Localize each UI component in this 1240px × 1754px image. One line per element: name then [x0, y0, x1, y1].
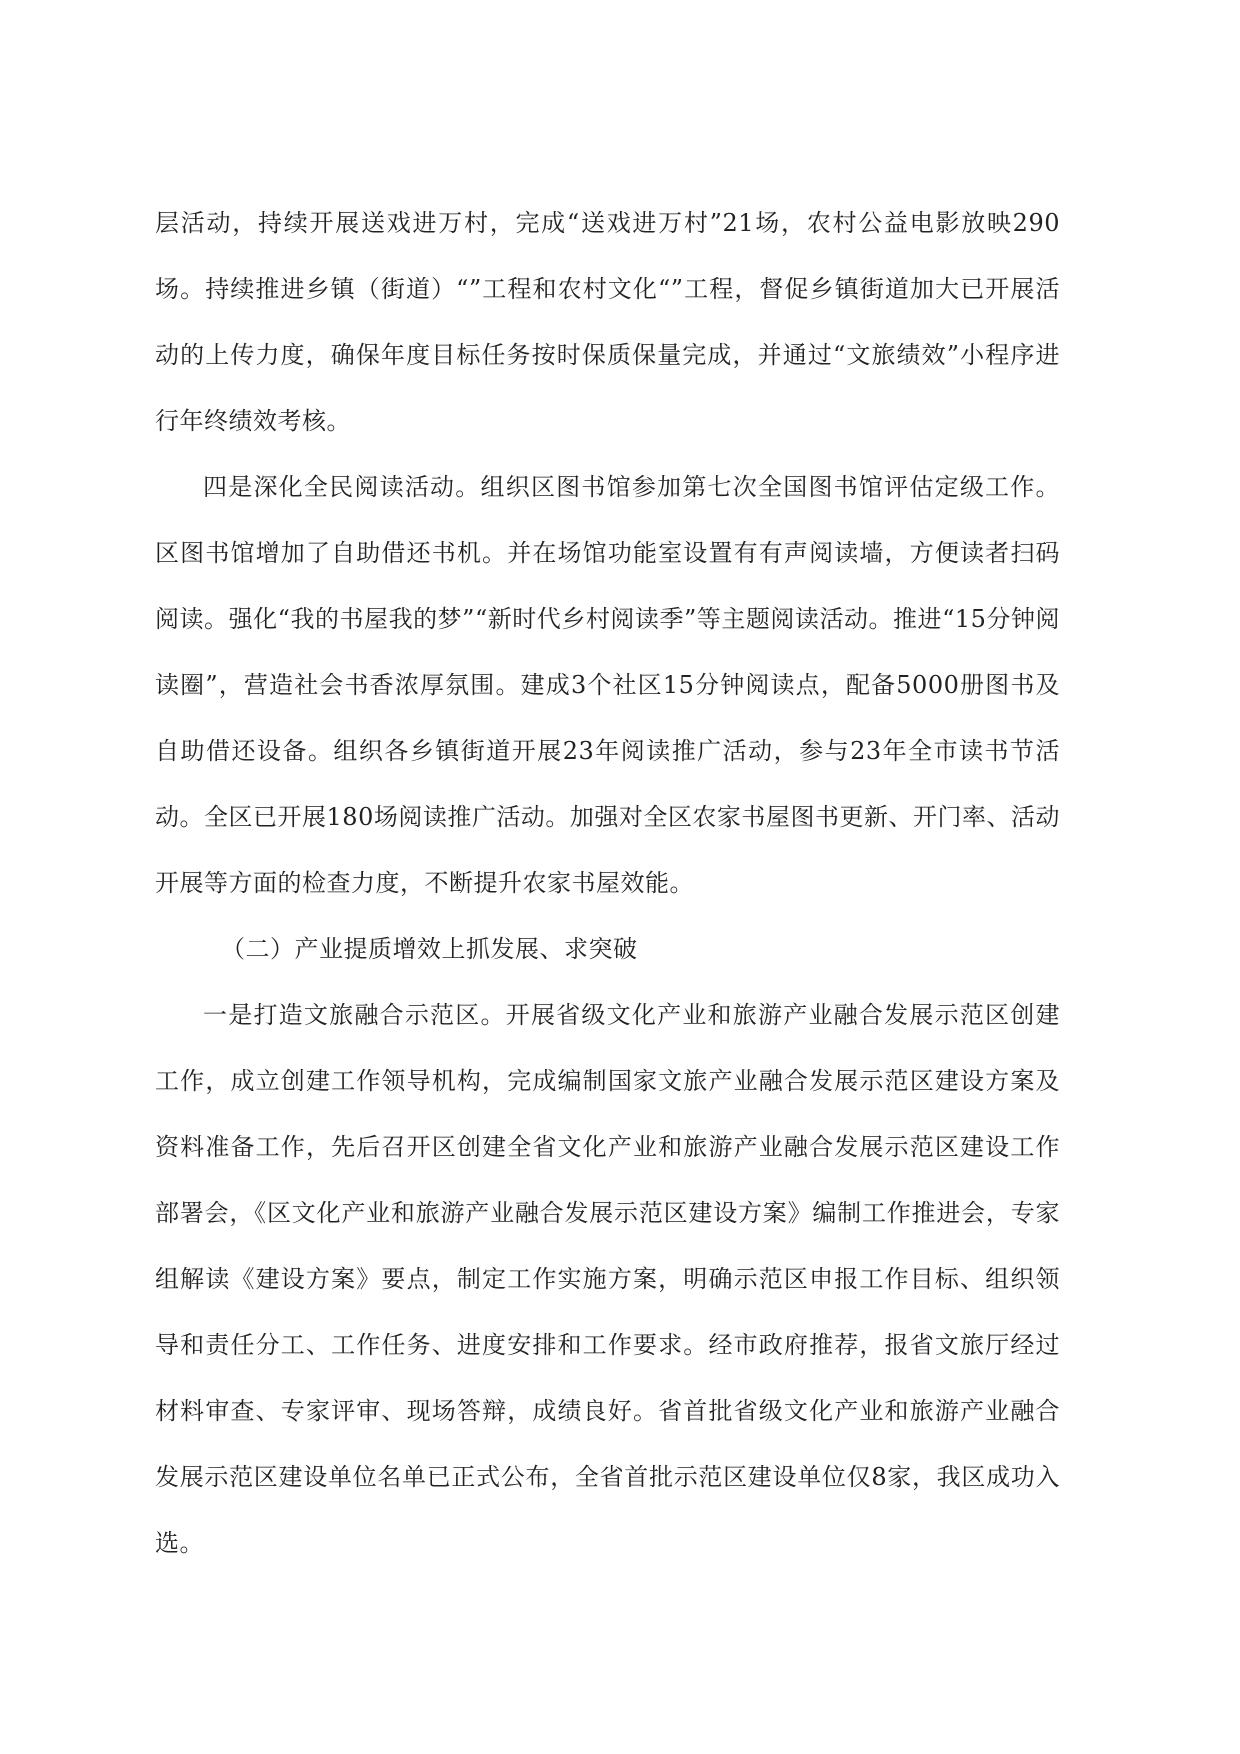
- paragraph-demonstration-zone: 一是打造文旅融合示范区。开展省级文化产业和旅游产业融合发展示范区创建工作，成立创建工作领导机构，完成编制国家文旅产业融合发展示范区建设方案及资料准备工作，先后召开区创建全省文化产业和旅游产业融合发展示范区建设工作部署会，《区文化产业和旅游产业融合发展示范区建设方案》编制工作推进会，专家组解读《建设方案》要点，制定工作实施方案，明确示范区申报工作目标、组织领导和责任分工、工作任务、进度安排和工作要求。经市政府推荐，报省文旅厅经过材料审查、专家评审、现场答辩，成绩良好。省首批省级文化产业和旅游产业融合发展示范区建设单位名单已正式公布，全省首批示范区建设单位仅8家，我区成功入选。: [155, 1001, 1060, 1557]
- paragraph-continuation: 层活动，持续开展送戏进万村，完成“送戏进万村”21场，农村公益电影放映290场。持续推进乡镇（街道）“”工程和农村文化“”工程，督促乡镇街道加大已开展活动的上传力度，确保年度目标任务按时保质保量完成，并通过“文旅绩效”小程序进行年终绩效考核。: [155, 209, 1060, 435]
- paragraph-reading-activities: 四是深化全民阅读活动。组织区图书馆参加第七次全国图书馆评估定级工作。区图书馆增加了自助借还书机。并在场馆功能室设置有有声阅读墙，方便读者扫码阅读。强化“我的书屋我的梦”“新时代乡村阅读季”等主题阅读活动。推进“15分钟阅读圈”，营造社会书香浓厚氛围。建成3个社区15分钟阅读点，配备5000册图书及自助借还设备。组织各乡镇街道开展23年阅读推广活动，参与23年全市读书节活动。全区已开展180场阅读推广活动。加强对全区农家书屋图书更新、开门率、活动开展等方面的检查力度，不断提升农家书屋效能。: [155, 473, 1060, 897]
- section-heading: （二）产业提质增效上抓发展、求突破: [221, 935, 638, 963]
- document-body: [155, 190, 1060, 1576]
